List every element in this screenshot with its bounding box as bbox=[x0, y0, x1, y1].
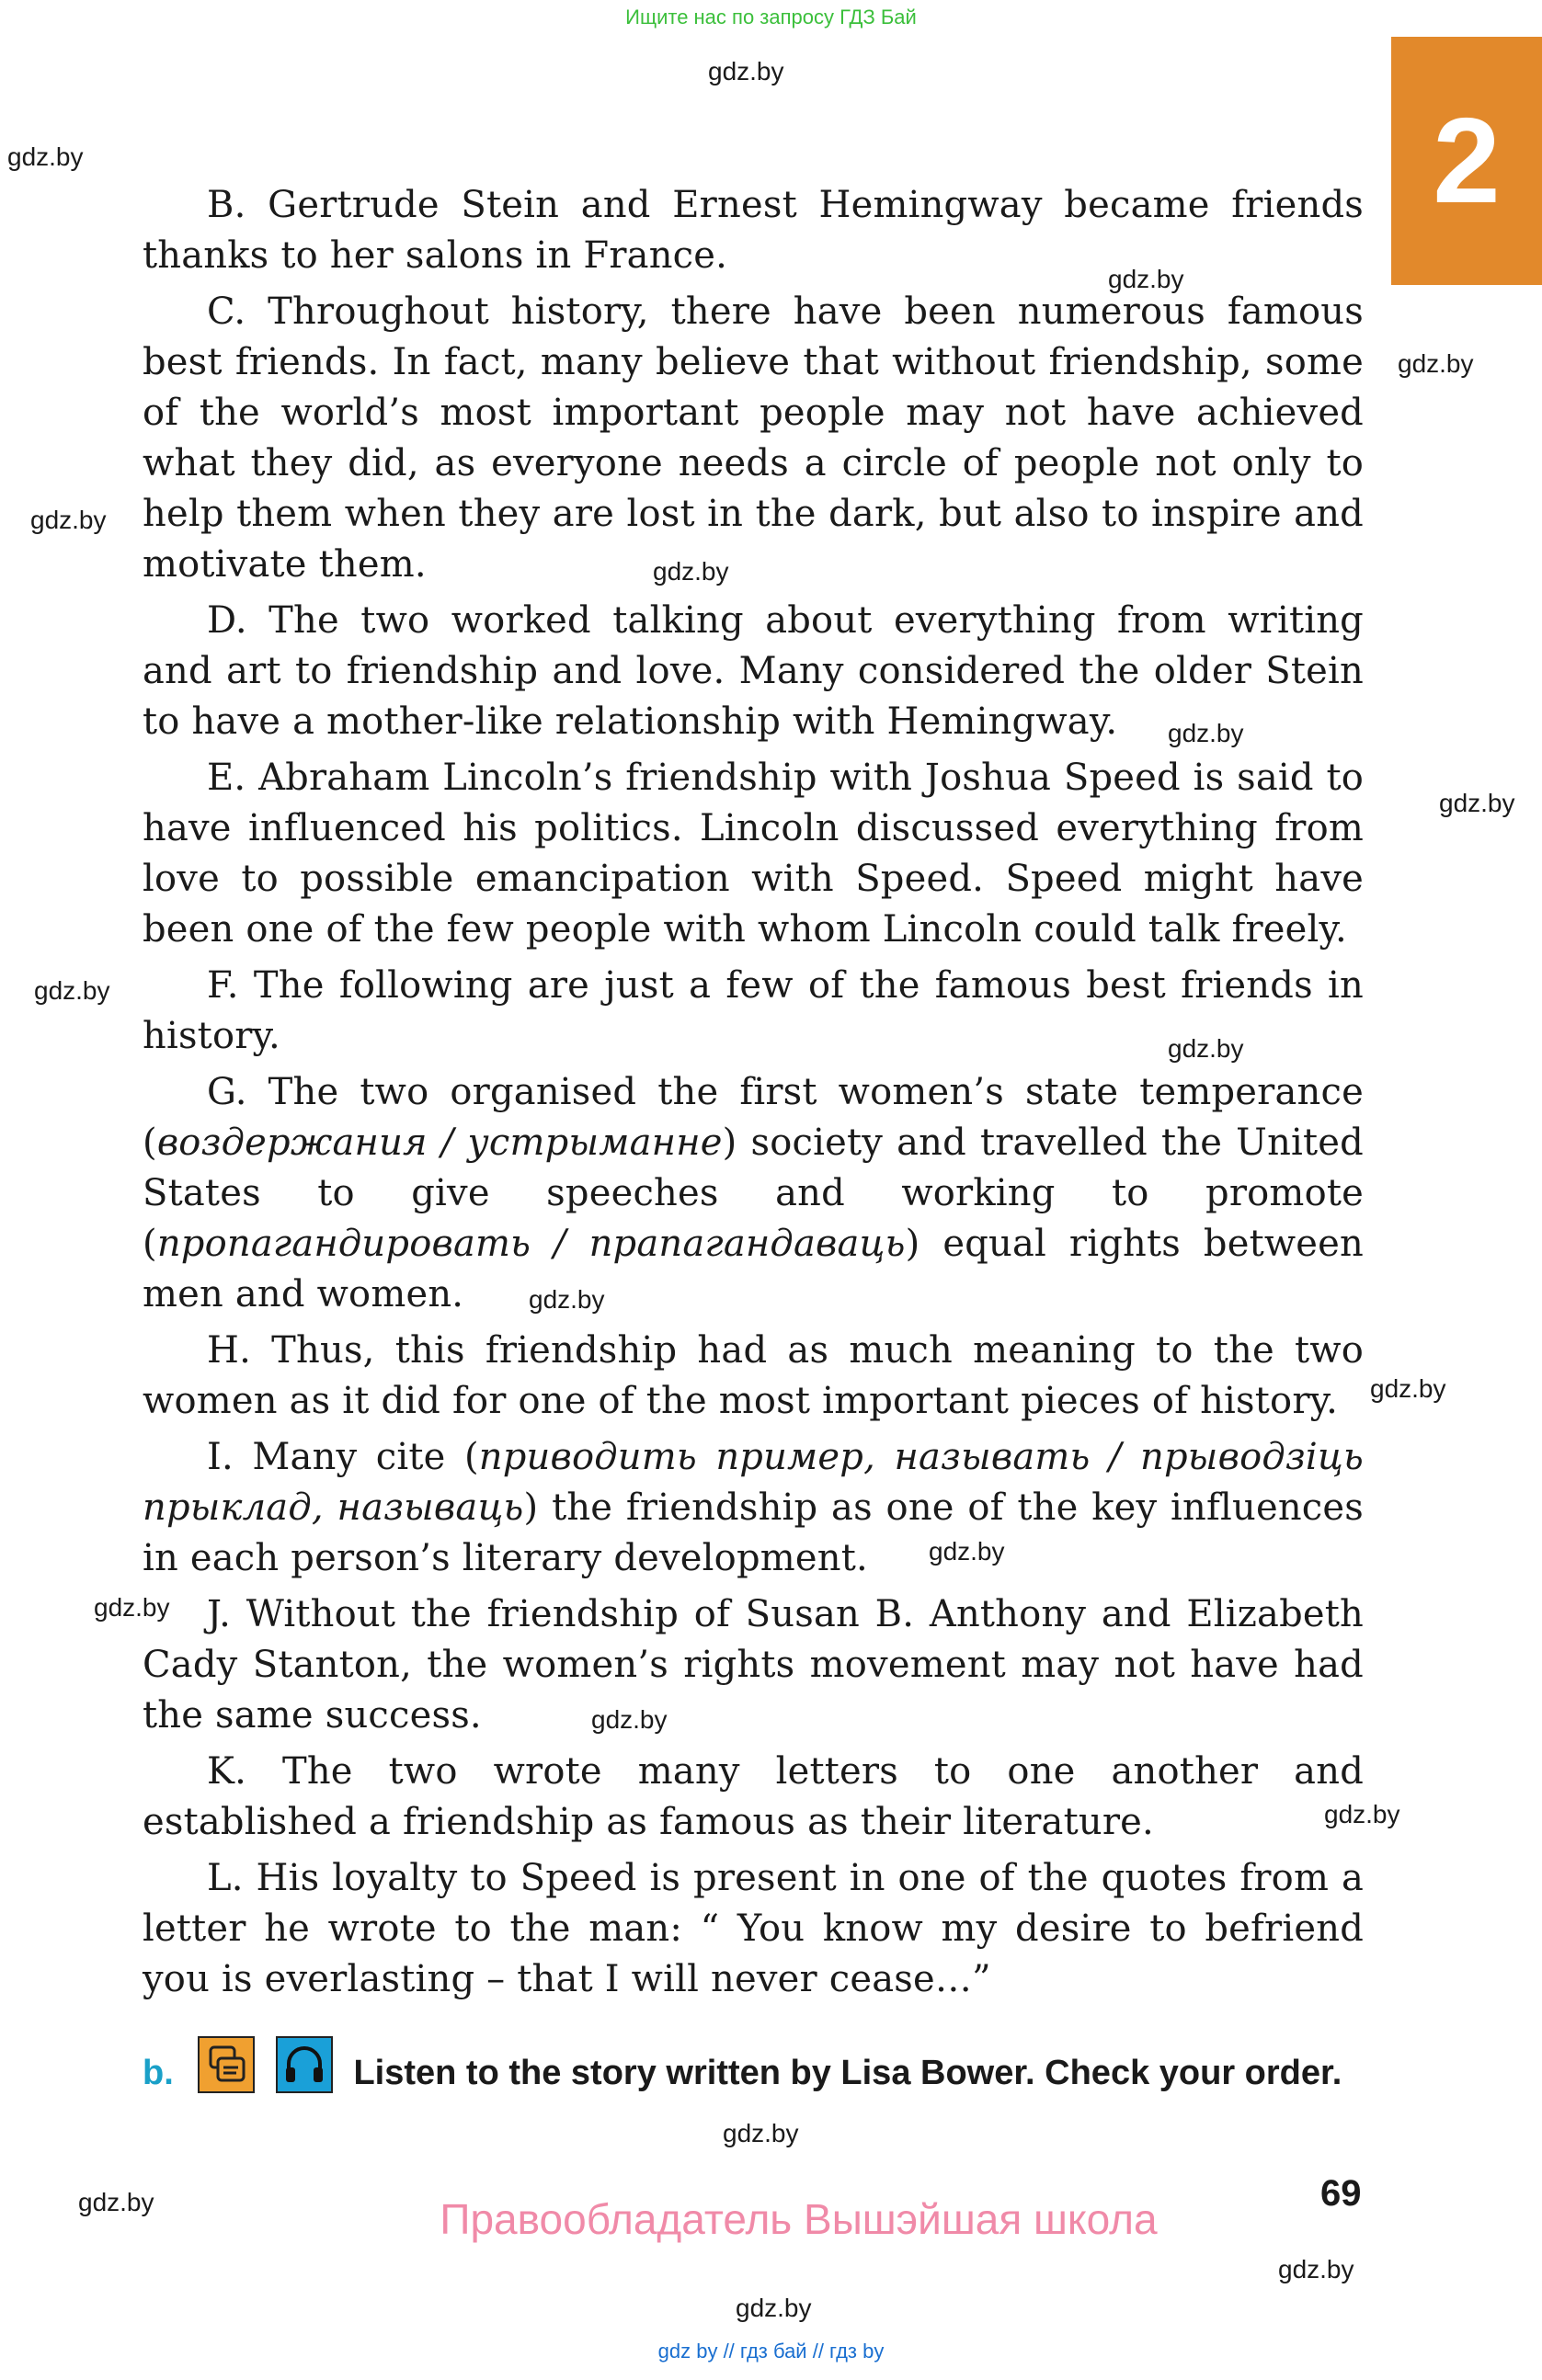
paragraph-g bbox=[143, 1067, 1364, 1320]
paragraph-h: H. Thus, this friendship had as much meaning to the two women as it did for one of the most important pieces of history. bbox=[143, 1329, 1364, 1422]
paragraph-i bbox=[143, 1432, 1364, 1584]
watermark: gdz.by bbox=[1168, 1034, 1244, 1063]
task-letter: b. bbox=[143, 2054, 174, 2092]
paragraph-g-text: ) equal rights between men and women. bbox=[143, 1223, 1364, 1315]
watermark: gdz.by bbox=[591, 1705, 668, 1734]
watermark: gdz.by bbox=[1108, 265, 1184, 293]
paragraph-k: K. The two wrote many letters to one another and established a friendship as famous as their literature. bbox=[143, 1750, 1364, 1843]
watermark: gdz.by bbox=[708, 57, 784, 85]
paragraph-c: C. Throughout history, there have been numerous famous best friends. In fact, many believe that without friendship, some of the world’s most important people may not have achieved what they did, as everyone needs a circle of people not only to help them when they are lost in the dark, but also to inspire and motivate them. bbox=[143, 290, 1364, 586]
paragraph-d: D. The two worked talking about everything from writing and art to friendship and love. Many considered the older Stein to have a mother-like relationship with Hemingway. bbox=[143, 599, 1364, 743]
text-body bbox=[143, 180, 1364, 2010]
watermark: gdz.by bbox=[78, 2188, 154, 2216]
watermark: gdz.by bbox=[1324, 1800, 1400, 1828]
watermark: gdz.by bbox=[929, 1537, 1005, 1566]
watermark: gdz.by bbox=[1278, 2255, 1354, 2283]
watermark: gdz.by bbox=[30, 506, 107, 534]
watermark: gdz.by bbox=[1398, 349, 1474, 378]
paragraph-g-text: ) society and travelled the United States to give speeches and working to promote ( bbox=[143, 1122, 1364, 1265]
watermark: gdz.by bbox=[653, 557, 729, 586]
paragraph-j: J. Without the friendship of Susan B. Anthony and Elizabeth Cady Stanton, the women’s rights movement may not have had the same success. bbox=[143, 1593, 1364, 1737]
paragraph-g-text: G. The two organised the first women’s state temperance ( bbox=[143, 1071, 1364, 1164]
watermark: gdz.by bbox=[34, 976, 110, 1005]
rights-holder: Правообладатель Вышэйшая школа bbox=[440, 2195, 1158, 2243]
page-number: 69 bbox=[1320, 2173, 1362, 2214]
watermark: gdz.by bbox=[94, 1593, 170, 1622]
watermark: gdz.by bbox=[529, 1285, 605, 1314]
paragraph-i-text: I. Many cite ( bbox=[207, 1436, 479, 1478]
paragraph-f: F. The following are just a few of the famous best friends in history. bbox=[143, 964, 1364, 1057]
top-banner: Ищите нас по запросу ГДЗ Бай bbox=[625, 6, 917, 28]
headphones-icon bbox=[276, 2036, 333, 2093]
watermark: gdz.by bbox=[7, 142, 84, 171]
watermark: gdz.by bbox=[736, 2294, 812, 2322]
group-work-icon bbox=[198, 2036, 255, 2093]
watermark: gdz.by bbox=[1168, 719, 1244, 747]
watermark: gdz.by bbox=[723, 2119, 799, 2147]
gloss-temperance: воздержания / устрыманне bbox=[156, 1122, 723, 1164]
paragraph-b: B. Gertrude Stein and Ernest Hemingway became friends thanks to her salons in France. bbox=[143, 184, 1364, 277]
gloss-cite: приводить пример, называть / прыводзіць прыклад, называць bbox=[143, 1436, 1364, 1529]
paragraph-i-text: ) the friendship as one of the key influences in each person’s literary development. bbox=[143, 1486, 1364, 1579]
watermark: gdz.by bbox=[1370, 1374, 1446, 1403]
task-instruction: Listen to the story written by Lisa Bower. Check your order. bbox=[353, 2054, 1342, 2092]
paragraph-e: E. Abraham Lincoln’s friendship with Joshua Speed is said to have influenced his politics. Lincoln discussed everything from love to possible emancipation with Speed. Speed might have been one of the few people with whom Lincoln could talk freely. bbox=[143, 757, 1364, 951]
chapter-tab: 2 bbox=[1391, 37, 1542, 285]
watermark: gdz.by bbox=[1439, 789, 1515, 817]
listening-task bbox=[143, 2036, 1364, 2096]
paragraph-l: L. His loyalty to Speed is present in one of the quotes from a letter he wrote to the man: “ You know my desire to befriend you is everlasting – that I will never cease…” bbox=[143, 1857, 1364, 2000]
gloss-promote: пропагандировать / прапагандаваць bbox=[156, 1223, 906, 1265]
bottom-links[interactable]: gdz by // гдз бай // гдз by bbox=[657, 2340, 885, 2363]
